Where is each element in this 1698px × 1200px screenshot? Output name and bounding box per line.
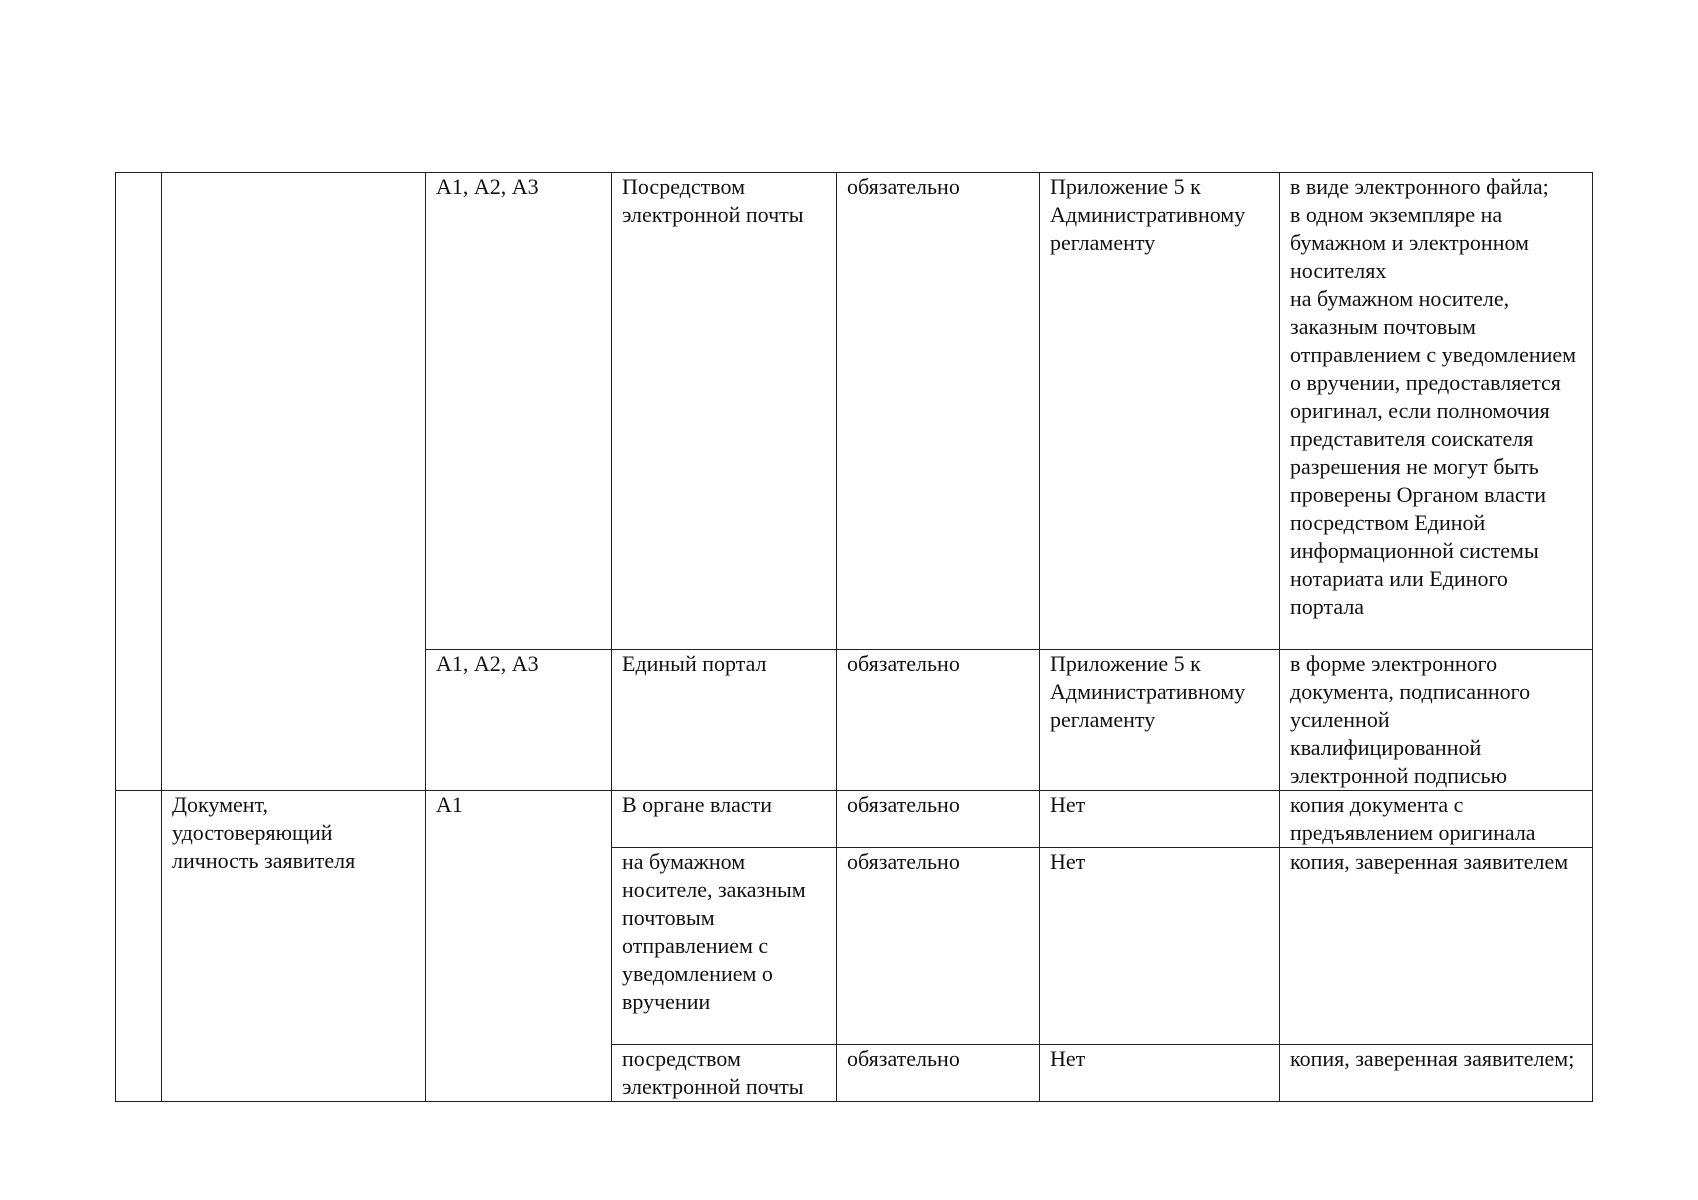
applicants-cell: А1 — [426, 791, 612, 1102]
document-name-cell — [162, 173, 426, 791]
form-cell: Приложение 5 к Административному регламенту — [1040, 650, 1280, 791]
requirement-cell: обязательно — [837, 791, 1040, 848]
table-row — [116, 173, 1593, 650]
table-row — [116, 791, 1593, 848]
applicants-cell: А1, А2, А3 — [426, 650, 612, 791]
notes-cell: в виде электронного файла; в одном экземпляре на бумажном и электронном носителях на бумажном носителе, заказным почтовым отправлением с уведомлением о вручении, предоставляется оригинал, если полномочия представителя соискателя разрешения не могут быть проверены Органом власти посредством Единой информационной системы нотариата или Единого портала — [1280, 173, 1593, 650]
form-cell: Приложение 5 к Административному регламенту — [1040, 173, 1280, 650]
submission-method-cell: Посредством электронной почты — [612, 173, 837, 650]
requirement-cell: обязательно — [837, 848, 1040, 1045]
form-cell: Нет — [1040, 791, 1280, 848]
submission-method-cell: В органе власти — [612, 791, 837, 848]
applicants-cell: А1, А2, А3 — [426, 173, 612, 650]
notes-cell: копия документа с предъявлением оригинала — [1280, 791, 1593, 848]
row-number-cell — [116, 791, 162, 1102]
requirements-table — [115, 172, 1593, 1102]
form-cell: Нет — [1040, 1045, 1280, 1102]
requirement-cell: обязательно — [837, 650, 1040, 791]
requirement-cell: обязательно — [837, 173, 1040, 650]
submission-method-cell: на бумажном носителе, заказным почтовым отправлением с уведомлением о вручении — [612, 848, 837, 1045]
submission-method-cell: посредством электронной почты — [612, 1045, 837, 1102]
requirement-cell: обязательно — [837, 1045, 1040, 1102]
notes-cell: копия, заверенная заявителем — [1280, 848, 1593, 1045]
row-number-cell — [116, 173, 162, 791]
document-name-cell: Документ, удостоверяющий личность заявителя — [162, 791, 426, 1102]
form-cell: Нет — [1040, 848, 1280, 1045]
notes-cell: в форме электронного документа, подписанного усиленной квалифицированной электронной подписью — [1280, 650, 1593, 791]
notes-cell: копия, заверенная заявителем; — [1280, 1045, 1593, 1102]
submission-method-cell: Единый портал — [612, 650, 837, 791]
